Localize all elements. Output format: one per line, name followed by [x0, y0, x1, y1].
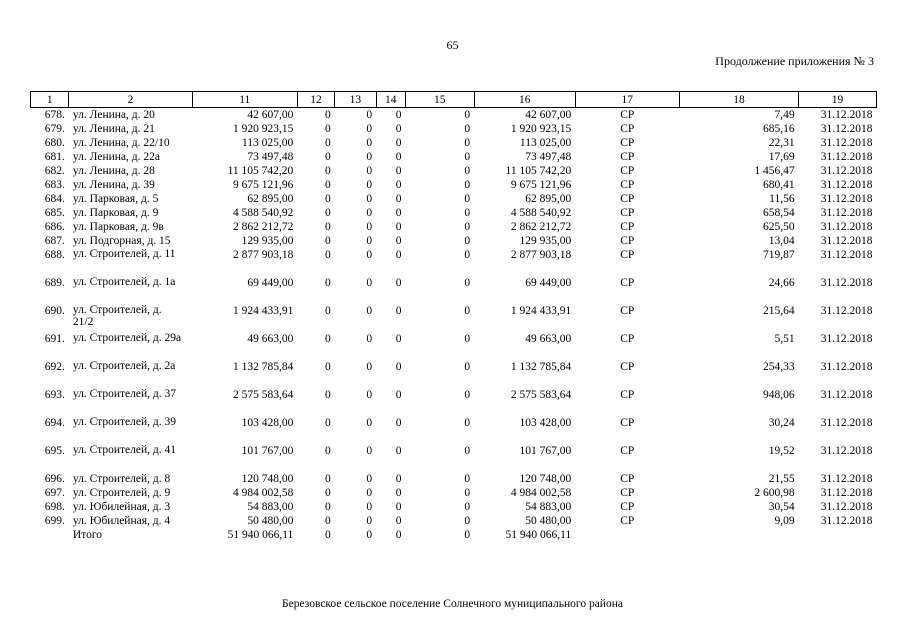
value-cell: 0 [324, 487, 331, 499]
column-header: 11 [192, 92, 297, 108]
value-cell: 0 [324, 361, 331, 373]
value-cell: 0 [324, 151, 331, 163]
total-label: Итого [72, 529, 103, 541]
address-text: ул. Строителей, д. 41 [72, 444, 176, 456]
value-cell: 21,55 [768, 473, 795, 485]
value-cell: 215,64 [762, 305, 795, 317]
table-row [31, 304, 877, 332]
page-number: 65 [446, 38, 459, 52]
value-cell: 719,87 [762, 249, 795, 261]
category-cell: СР [620, 277, 635, 289]
value-cell: 9 675 121,96 [510, 179, 572, 191]
value-cell: 0 [324, 417, 331, 429]
address-cell [69, 304, 192, 332]
value-cell: 0 [395, 137, 402, 149]
category-cell: СР [620, 417, 635, 429]
value-cell: 73 497,48 [525, 151, 572, 163]
table-row [31, 206, 877, 220]
table-row [31, 178, 877, 192]
row-number: 695. [44, 445, 65, 457]
row-number: 682. [44, 165, 65, 177]
value-cell: 0 [324, 445, 331, 457]
category-cell: СР [620, 221, 635, 233]
category-cell: СР [620, 487, 635, 499]
address-cell: ул. Юбилейная, д. 4 [72, 515, 171, 527]
column-header: 12 [297, 92, 334, 108]
category-cell: СР [620, 137, 635, 149]
value-cell: 0 [464, 165, 471, 177]
date-cell: 31.12.2018 [820, 501, 873, 513]
value-cell: 11,56 [769, 193, 795, 205]
table-row [31, 486, 877, 500]
value-cell: 129 935,00 [519, 235, 572, 247]
total-cell: 51 940 066,11 [505, 529, 572, 541]
value-cell: 0 [464, 515, 471, 527]
value-cell: 0 [395, 473, 402, 485]
address-cell [69, 416, 192, 444]
value-cell: 0 [395, 179, 402, 191]
date-cell: 31.12.2018 [820, 389, 873, 401]
value-cell: 0 [366, 389, 373, 401]
table-row [31, 234, 877, 248]
value-cell: 69 449,00 [247, 277, 294, 289]
value-cell: 0 [324, 249, 331, 261]
row-number: 696. [44, 473, 65, 485]
address-text: ул. Строителей, д. 21/2 [72, 304, 162, 328]
value-cell: 0 [395, 221, 402, 233]
value-cell: 54 883,00 [525, 501, 572, 513]
value-cell: 0 [324, 389, 331, 401]
table-row [31, 122, 877, 136]
value-cell: 0 [324, 235, 331, 247]
value-cell: 0 [324, 515, 331, 527]
value-cell: 2 575 583,64 [232, 389, 294, 401]
value-cell: 0 [395, 207, 402, 219]
value-cell: 0 [324, 473, 331, 485]
category-cell: СР [620, 165, 635, 177]
category-cell: СР [620, 333, 635, 345]
value-cell: 103 428,00 [241, 417, 294, 429]
column-header: 19 [799, 92, 877, 108]
column-header: 16 [474, 92, 575, 108]
row-number: 678. [44, 109, 65, 121]
total-cell: 51 940 066,11 [227, 529, 294, 541]
value-cell: 0 [366, 501, 373, 513]
table-row [31, 150, 877, 164]
row-number: 690. [44, 305, 65, 317]
value-cell: 0 [464, 235, 471, 247]
column-header: 18 [679, 92, 798, 108]
category-cell: СР [620, 207, 635, 219]
date-cell: 31.12.2018 [820, 235, 873, 247]
row-number: 681. [44, 151, 65, 163]
value-cell: 0 [395, 109, 402, 121]
column-header: 15 [405, 92, 474, 108]
category-cell: СР [620, 179, 635, 191]
value-cell: 19,52 [768, 445, 795, 457]
category-cell: СР [620, 445, 635, 457]
total-cell: 0 [395, 529, 402, 541]
address-cell [69, 248, 192, 276]
value-cell: 9 675 121,96 [232, 179, 294, 191]
table-row [31, 360, 877, 388]
value-cell: 0 [464, 445, 471, 457]
value-cell: 0 [395, 389, 402, 401]
row-number: 697. [44, 487, 65, 499]
value-cell: 0 [366, 333, 373, 345]
value-cell: 0 [395, 165, 402, 177]
category-cell: СР [620, 123, 635, 135]
row-number: 698. [44, 501, 65, 513]
value-cell: 4 588 540,92 [232, 207, 294, 219]
value-cell: 13,04 [768, 235, 795, 247]
address-cell: ул. Строителей, д. 8 [72, 473, 171, 485]
value-cell: 0 [324, 123, 331, 135]
table-row [31, 276, 877, 304]
value-cell: 1 456,47 [754, 165, 795, 177]
total-row [31, 528, 877, 542]
value-cell: 0 [366, 221, 373, 233]
value-cell: 0 [395, 235, 402, 247]
value-cell: 120 748,00 [241, 473, 294, 485]
total-cell: 0 [324, 529, 331, 541]
value-cell: 0 [366, 207, 373, 219]
category-cell: СР [620, 151, 635, 163]
address-cell: ул. Подгорная, д. 15 [72, 235, 171, 247]
date-cell: 31.12.2018 [820, 333, 873, 345]
address-cell: ул. Юбилейная, д. 3 [72, 501, 171, 513]
value-cell: 1 920 923,15 [510, 123, 572, 135]
table-row [31, 248, 877, 276]
address-cell: ул. Ленина, д. 21 [72, 123, 155, 135]
row-number: 684. [44, 193, 65, 205]
address-cell: ул. Строителей, д. 9 [72, 487, 171, 499]
value-cell: 0 [395, 515, 402, 527]
value-cell: 30,54 [768, 501, 795, 513]
value-cell: 129 935,00 [241, 235, 294, 247]
total-cell: 0 [366, 529, 373, 541]
row-number: 689. [44, 277, 65, 289]
category-cell: СР [620, 361, 635, 373]
value-cell: 49 663,00 [525, 333, 572, 345]
value-cell: 0 [324, 333, 331, 345]
address-cell: ул. Парковая, д. 5 [72, 193, 159, 205]
value-cell: 0 [366, 151, 373, 163]
value-cell: 17,69 [768, 151, 795, 163]
value-cell: 42 607,00 [525, 109, 572, 121]
footer-caption: Березовское сельское поселение Солнечного муниципального района [282, 598, 623, 610]
value-cell: 42 607,00 [247, 109, 294, 121]
value-cell: 101 767,00 [519, 445, 572, 457]
value-cell: 0 [366, 361, 373, 373]
date-cell: 31.12.2018 [820, 123, 873, 135]
column-header: 2 [69, 92, 192, 108]
value-cell: 0 [366, 109, 373, 121]
value-cell: 49 663,00 [247, 333, 294, 345]
category-cell: СР [620, 249, 635, 261]
value-cell: 0 [464, 221, 471, 233]
value-cell: 0 [366, 235, 373, 247]
value-cell: 0 [464, 487, 471, 499]
value-cell: 2 877 903,18 [510, 249, 572, 261]
value-cell: 2 877 903,18 [232, 249, 294, 261]
value-cell: 0 [395, 277, 402, 289]
value-cell: 120 748,00 [519, 473, 572, 485]
value-cell: 0 [464, 501, 471, 513]
value-cell: 0 [395, 249, 402, 261]
row-number: 693. [44, 389, 65, 401]
value-cell: 4 984 002,58 [232, 487, 294, 499]
date-cell: 31.12.2018 [820, 445, 873, 457]
row-number: 688. [44, 249, 65, 261]
value-cell: 0 [366, 515, 373, 527]
value-cell: 625,50 [762, 221, 795, 233]
category-cell: СР [620, 193, 635, 205]
value-cell: 0 [395, 445, 402, 457]
value-cell: 658,54 [762, 207, 795, 219]
date-cell: 31.12.2018 [820, 305, 873, 317]
address-cell: ул. Парковая, д. 9в [72, 221, 164, 233]
header-row [31, 92, 877, 108]
value-cell: 0 [464, 389, 471, 401]
column-header: 17 [575, 92, 679, 108]
table-row [31, 108, 877, 123]
value-cell: 0 [324, 137, 331, 149]
value-cell: 0 [324, 179, 331, 191]
value-cell: 11 105 742,20 [227, 165, 294, 177]
value-cell: 0 [395, 333, 402, 345]
category-cell: СР [620, 515, 635, 527]
value-cell: 113 025,00 [241, 137, 294, 149]
value-cell: 0 [464, 207, 471, 219]
value-cell: 0 [464, 137, 471, 149]
date-cell: 31.12.2018 [820, 277, 873, 289]
value-cell: 0 [464, 333, 471, 345]
value-cell: 2 575 583,64 [510, 389, 572, 401]
value-cell: 24,66 [768, 277, 795, 289]
value-cell: 50 480,00 [247, 515, 294, 527]
value-cell: 0 [366, 249, 373, 261]
table-row [31, 220, 877, 234]
category-cell: СР [620, 235, 635, 247]
date-cell: 31.12.2018 [820, 165, 873, 177]
value-cell: 113 025,00 [519, 137, 572, 149]
value-cell: 0 [464, 361, 471, 373]
value-cell: 0 [324, 193, 331, 205]
address-text: ул. Строителей, д. 37 [72, 388, 176, 400]
value-cell: 0 [324, 277, 331, 289]
date-cell: 31.12.2018 [820, 515, 873, 527]
value-cell: 1 132 785,84 [232, 361, 294, 373]
address-text: ул. Строителей, д. 1а [72, 276, 176, 288]
date-cell: 31.12.2018 [820, 137, 873, 149]
value-cell: 2 862 212,72 [232, 221, 294, 233]
value-cell: 50 480,00 [525, 515, 572, 527]
value-cell: 0 [464, 249, 471, 261]
value-cell: 0 [324, 165, 331, 177]
date-cell: 31.12.2018 [820, 487, 873, 499]
value-cell: 0 [324, 109, 331, 121]
value-cell: 0 [464, 277, 471, 289]
table-row [31, 192, 877, 206]
value-cell: 62 895,00 [247, 193, 294, 205]
total-cell: 0 [464, 529, 471, 541]
table-row [31, 514, 877, 528]
value-cell: 7,49 [774, 109, 795, 121]
address-cell [69, 332, 192, 360]
address-cell: ул. Ленина, д. 20 [72, 109, 155, 121]
value-cell: 22,31 [768, 137, 795, 149]
address-text: ул. Строителей, д. 2а [72, 360, 176, 372]
address-cell [69, 444, 192, 472]
value-cell: 2 862 212,72 [510, 221, 572, 233]
address-cell [69, 388, 192, 416]
row-number: 687. [44, 235, 65, 247]
value-cell: 0 [395, 487, 402, 499]
date-cell: 31.12.2018 [820, 249, 873, 261]
value-cell: 0 [464, 305, 471, 317]
value-cell: 0 [366, 445, 373, 457]
date-cell: 31.12.2018 [820, 361, 873, 373]
address-text: ул. Строителей, д. 29а [72, 332, 182, 344]
value-cell: 73 497,48 [247, 151, 294, 163]
value-cell: 101 767,00 [241, 445, 294, 457]
value-cell: 0 [366, 123, 373, 135]
value-cell: 5,51 [774, 333, 795, 345]
value-cell: 9,09 [774, 515, 795, 527]
category-cell: СР [620, 109, 635, 121]
table-row [31, 444, 877, 472]
category-cell: СР [620, 501, 635, 513]
value-cell: 948,06 [762, 389, 795, 401]
address-cell: ул. Ленина, д. 39 [72, 179, 155, 191]
row-number: 683. [44, 179, 65, 191]
value-cell: 0 [366, 165, 373, 177]
row-number: 692. [44, 361, 65, 373]
address-text: ул. Строителей, д. 39 [72, 416, 176, 428]
value-cell: 0 [324, 221, 331, 233]
value-cell: 0 [464, 179, 471, 191]
value-cell: 0 [395, 417, 402, 429]
registry-table [30, 91, 877, 542]
category-cell: СР [620, 389, 635, 401]
value-cell: 103 428,00 [519, 417, 572, 429]
category-cell: СР [620, 305, 635, 317]
value-cell: 2 600,98 [754, 487, 795, 499]
value-cell: 4 984 002,58 [510, 487, 572, 499]
address-cell: ул. Ленина, д. 22/10 [72, 137, 170, 149]
row-number: 694. [44, 417, 65, 429]
value-cell: 1 132 785,84 [510, 361, 572, 373]
value-cell: 0 [324, 207, 331, 219]
row-number: 679. [44, 123, 65, 135]
value-cell: 69 449,00 [525, 277, 572, 289]
value-cell: 0 [395, 501, 402, 513]
value-cell: 0 [366, 473, 373, 485]
value-cell: 0 [395, 193, 402, 205]
column-header: 1 [31, 92, 69, 108]
row-number: 686. [44, 221, 65, 233]
value-cell: 0 [464, 417, 471, 429]
registry-body [31, 108, 877, 529]
value-cell: 1 924 433,91 [510, 305, 572, 317]
table-row [31, 164, 877, 178]
address-cell [69, 276, 192, 304]
value-cell: 30,24 [768, 417, 795, 429]
value-cell: 0 [395, 123, 402, 135]
address-cell: ул. Ленина, д. 22а [72, 151, 160, 163]
date-cell: 31.12.2018 [820, 473, 873, 485]
value-cell: 0 [464, 473, 471, 485]
value-cell: 0 [366, 137, 373, 149]
value-cell: 0 [395, 151, 402, 163]
column-header: 14 [376, 92, 405, 108]
date-cell: 31.12.2018 [820, 179, 873, 191]
value-cell: 0 [366, 277, 373, 289]
date-cell: 31.12.2018 [820, 109, 873, 121]
value-cell: 4 588 540,92 [510, 207, 572, 219]
value-cell: 0 [366, 305, 373, 317]
date-cell: 31.12.2018 [820, 207, 873, 219]
value-cell: 0 [366, 487, 373, 499]
value-cell: 1 920 923,15 [232, 123, 294, 135]
appendix-note: Продолжение приложения № 3 [715, 54, 874, 68]
date-cell: 31.12.2018 [820, 193, 873, 205]
table-row [31, 472, 877, 486]
value-cell: 0 [464, 123, 471, 135]
table-row [31, 416, 877, 444]
value-cell: 0 [324, 501, 331, 513]
date-cell: 31.12.2018 [820, 151, 873, 163]
value-cell: 0 [464, 151, 471, 163]
value-cell: 1 924 433,91 [232, 305, 294, 317]
value-cell: 54 883,00 [247, 501, 294, 513]
value-cell: 0 [395, 305, 402, 317]
value-cell: 685,16 [762, 123, 795, 135]
address-cell [69, 360, 192, 388]
table-row [31, 388, 877, 416]
address-cell: ул. Ленина, д. 28 [72, 165, 155, 177]
value-cell: 680,41 [762, 179, 795, 191]
value-cell: 0 [464, 193, 471, 205]
value-cell: 0 [366, 193, 373, 205]
row-number: 691. [44, 333, 65, 345]
value-cell: 0 [366, 179, 373, 191]
address-cell: ул. Парковая, д. 9 [72, 207, 159, 219]
table-row [31, 500, 877, 514]
table-row [31, 332, 877, 360]
address-text: ул. Строителей, д. 11 [72, 248, 176, 260]
row-number: 680. [44, 137, 65, 149]
date-cell: 31.12.2018 [820, 417, 873, 429]
value-cell: 11 105 742,20 [505, 165, 572, 177]
value-cell: 62 895,00 [525, 193, 572, 205]
row-number: 699. [44, 515, 65, 527]
date-cell: 31.12.2018 [820, 221, 873, 233]
table-row [31, 136, 877, 150]
value-cell: 0 [366, 417, 373, 429]
value-cell: 0 [464, 109, 471, 121]
column-header: 13 [335, 92, 376, 108]
category-cell: СР [620, 473, 635, 485]
value-cell: 0 [395, 361, 402, 373]
value-cell: 254,33 [762, 361, 795, 373]
row-number: 685. [44, 207, 65, 219]
value-cell: 0 [324, 305, 331, 317]
